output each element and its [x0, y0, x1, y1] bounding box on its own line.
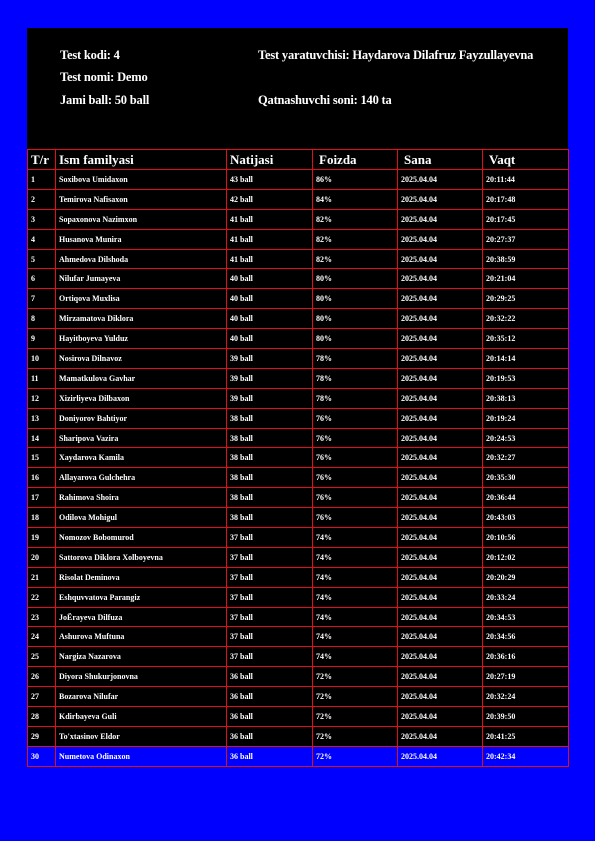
cell-date: 2025.04.04	[398, 428, 483, 448]
table-header-row	[28, 150, 569, 170]
cell-percent: 78%	[313, 388, 398, 408]
test-name: Test nomi: Demo	[60, 70, 148, 84]
cell-name: Bozarova Nilufar	[56, 687, 227, 707]
table-row	[28, 229, 569, 249]
cell-result: 39 ball	[227, 368, 313, 388]
cell-time: 20:34:56	[483, 627, 569, 647]
cell-number: 17	[28, 488, 56, 508]
cell-name: Ahmedova Dilshoda	[56, 249, 227, 269]
cell-date: 2025.04.04	[398, 448, 483, 468]
cell-time: 20:32:24	[483, 687, 569, 707]
table-row	[28, 329, 569, 349]
table-row	[28, 746, 569, 766]
cell-percent: 74%	[313, 607, 398, 627]
total-score: Jami ball: 50 ball	[60, 93, 150, 107]
cell-result: 38 ball	[227, 488, 313, 508]
cell-percent: 76%	[313, 448, 398, 468]
cell-number: 13	[28, 408, 56, 428]
cell-number: 15	[28, 448, 56, 468]
cell-result: 40 ball	[227, 269, 313, 289]
cell-name: Kdirbayeva Guli	[56, 707, 227, 727]
cell-result: 38 ball	[227, 468, 313, 488]
cell-date: 2025.04.04	[398, 667, 483, 687]
cell-result: 37 ball	[227, 627, 313, 647]
cell-result: 41 ball	[227, 249, 313, 269]
table-row	[28, 368, 569, 388]
cell-name: Husanova Munira	[56, 229, 227, 249]
cell-date: 2025.04.04	[398, 209, 483, 229]
cell-result: 37 ball	[227, 547, 313, 567]
cell-result: 37 ball	[227, 528, 313, 548]
cell-result: 40 ball	[227, 329, 313, 349]
table-row	[28, 707, 569, 727]
cell-date: 2025.04.04	[398, 547, 483, 567]
cell-result: 36 ball	[227, 726, 313, 746]
table-row	[28, 726, 569, 746]
test-code: Test kodi: 4	[60, 48, 120, 62]
cell-number: 14	[28, 428, 56, 448]
cell-time: 20:27:19	[483, 667, 569, 687]
cell-name: Diyora Shukurjonovna	[56, 667, 227, 687]
cell-name: Nargiza Nazarova	[56, 647, 227, 667]
cell-time: 20:36:44	[483, 488, 569, 508]
table-row	[28, 627, 569, 647]
cell-date: 2025.04.04	[398, 309, 483, 329]
cell-number: 20	[28, 547, 56, 567]
cell-date: 2025.04.04	[398, 726, 483, 746]
cell-name: Odilova Mohigul	[56, 508, 227, 528]
cell-percent: 74%	[313, 627, 398, 647]
table-row	[28, 567, 569, 587]
cell-number: 24	[28, 627, 56, 647]
table-body	[28, 170, 569, 767]
cell-percent: 82%	[313, 249, 398, 269]
cell-result: 38 ball	[227, 428, 313, 448]
cell-name: Risolat Deminova	[56, 567, 227, 587]
cell-percent: 80%	[313, 309, 398, 329]
cell-result: 38 ball	[227, 508, 313, 528]
cell-date: 2025.04.04	[398, 170, 483, 190]
cell-date: 2025.04.04	[398, 508, 483, 528]
cell-result: 37 ball	[227, 607, 313, 627]
cell-percent: 78%	[313, 349, 398, 369]
cell-percent: 74%	[313, 528, 398, 548]
table-row	[28, 170, 569, 190]
cell-date: 2025.04.04	[398, 349, 483, 369]
cell-time: 20:35:12	[483, 329, 569, 349]
cell-name: Rahimova Shoira	[56, 488, 227, 508]
cell-time: 20:35:30	[483, 468, 569, 488]
table-row	[28, 528, 569, 548]
cell-result: 43 ball	[227, 170, 313, 190]
cell-result: 41 ball	[227, 209, 313, 229]
cell-percent: 76%	[313, 508, 398, 528]
table-row	[28, 189, 569, 209]
cell-result: 37 ball	[227, 567, 313, 587]
cell-name: Xaydarova Kamila	[56, 448, 227, 468]
table-row	[28, 647, 569, 667]
cell-number: 3	[28, 209, 56, 229]
cell-number: 27	[28, 687, 56, 707]
cell-number: 5	[28, 249, 56, 269]
cell-time: 20:11:44	[483, 170, 569, 190]
cell-time: 20:32:27	[483, 448, 569, 468]
cell-name: Sharipova Vazira	[56, 428, 227, 448]
cell-name: Nomozov Bobomurod	[56, 528, 227, 548]
cell-name: Doniyorov Bahtiyor	[56, 408, 227, 428]
cell-result: 42 ball	[227, 189, 313, 209]
table-row	[28, 667, 569, 687]
cell-percent: 74%	[313, 647, 398, 667]
cell-date: 2025.04.04	[398, 368, 483, 388]
cell-result: 40 ball	[227, 289, 313, 309]
table-row	[28, 508, 569, 528]
results-sheet	[27, 28, 568, 767]
table-row	[28, 289, 569, 309]
cell-date: 2025.04.04	[398, 408, 483, 428]
cell-time: 20:42:34	[483, 746, 569, 766]
cell-time: 20:17:48	[483, 189, 569, 209]
table-row	[28, 388, 569, 408]
cell-date: 2025.04.04	[398, 627, 483, 647]
cell-time: 20:34:53	[483, 607, 569, 627]
cell-number: 9	[28, 329, 56, 349]
participant-count: Qatnashuvchi soni: 140 ta	[258, 93, 392, 107]
cell-percent: 86%	[313, 170, 398, 190]
cell-date: 2025.04.04	[398, 289, 483, 309]
table-row	[28, 488, 569, 508]
table-row	[28, 269, 569, 289]
cell-percent: 80%	[313, 329, 398, 349]
cell-percent: 82%	[313, 209, 398, 229]
cell-number: 7	[28, 289, 56, 309]
test-info-header	[27, 28, 568, 149]
cell-result: 36 ball	[227, 746, 313, 766]
col-header-percent: Foizda	[313, 150, 398, 170]
col-header-number: T/r	[28, 150, 56, 170]
cell-date: 2025.04.04	[398, 746, 483, 766]
test-author: Test yaratuvchisi: Haydarova Dilafruz Fayzullayevna	[258, 48, 534, 62]
cell-number: 1	[28, 170, 56, 190]
col-header-time: Vaqt	[483, 150, 569, 170]
cell-percent: 76%	[313, 468, 398, 488]
cell-name: JoЁrayeva Dilfuza	[56, 607, 227, 627]
table-row	[28, 349, 569, 369]
cell-date: 2025.04.04	[398, 687, 483, 707]
cell-name: Hayitboyeva Yulduz	[56, 329, 227, 349]
cell-name: Ortiqova Muxlisa	[56, 289, 227, 309]
cell-time: 20:24:53	[483, 428, 569, 448]
cell-date: 2025.04.04	[398, 229, 483, 249]
table-row	[28, 428, 569, 448]
cell-time: 20:10:56	[483, 528, 569, 548]
cell-number: 21	[28, 567, 56, 587]
col-header-date: Sana	[398, 150, 483, 170]
cell-percent: 74%	[313, 567, 398, 587]
cell-percent: 76%	[313, 488, 398, 508]
col-header-result: Natijasi	[227, 150, 313, 170]
cell-percent: 84%	[313, 189, 398, 209]
cell-percent: 72%	[313, 707, 398, 727]
cell-time: 20:19:24	[483, 408, 569, 428]
table-row	[28, 547, 569, 567]
cell-time: 20:39:50	[483, 707, 569, 727]
cell-number: 10	[28, 349, 56, 369]
cell-date: 2025.04.04	[398, 488, 483, 508]
cell-number: 8	[28, 309, 56, 329]
cell-number: 28	[28, 707, 56, 727]
cell-number: 29	[28, 726, 56, 746]
table-row	[28, 209, 569, 229]
cell-number: 12	[28, 388, 56, 408]
cell-number: 19	[28, 528, 56, 548]
cell-number: 2	[28, 189, 56, 209]
cell-percent: 72%	[313, 726, 398, 746]
table-row	[28, 309, 569, 329]
table-row	[28, 607, 569, 627]
cell-result: 38 ball	[227, 408, 313, 428]
cell-time: 20:17:45	[483, 209, 569, 229]
cell-date: 2025.04.04	[398, 249, 483, 269]
cell-name: Mirzamatova Diklora	[56, 309, 227, 329]
cell-number: 23	[28, 607, 56, 627]
cell-time: 20:21:04	[483, 269, 569, 289]
cell-time: 20:36:16	[483, 647, 569, 667]
cell-name: Numetova Odinaxon	[56, 746, 227, 766]
table-row	[28, 249, 569, 269]
cell-name: Soxibova Umidaxon	[56, 170, 227, 190]
cell-number: 25	[28, 647, 56, 667]
cell-time: 20:27:37	[483, 229, 569, 249]
cell-percent: 80%	[313, 289, 398, 309]
table-row	[28, 587, 569, 607]
cell-percent: 72%	[313, 746, 398, 766]
cell-name: Xizirliyeva Dilbaxon	[56, 388, 227, 408]
cell-date: 2025.04.04	[398, 647, 483, 667]
cell-name: Sattorova Diklora Xolboyevna	[56, 547, 227, 567]
cell-result: 41 ball	[227, 229, 313, 249]
cell-name: Mamatkulova Gavhar	[56, 368, 227, 388]
cell-date: 2025.04.04	[398, 269, 483, 289]
cell-time: 20:12:02	[483, 547, 569, 567]
cell-name: Temirova Nafisaxon	[56, 189, 227, 209]
cell-number: 16	[28, 468, 56, 488]
cell-date: 2025.04.04	[398, 707, 483, 727]
cell-number: 22	[28, 587, 56, 607]
cell-number: 30	[28, 746, 56, 766]
cell-result: 36 ball	[227, 707, 313, 727]
cell-percent: 76%	[313, 428, 398, 448]
cell-date: 2025.04.04	[398, 189, 483, 209]
cell-number: 11	[28, 368, 56, 388]
cell-time: 20:32:22	[483, 309, 569, 329]
cell-time: 20:14:14	[483, 349, 569, 369]
cell-percent: 82%	[313, 229, 398, 249]
cell-date: 2025.04.04	[398, 587, 483, 607]
cell-number: 18	[28, 508, 56, 528]
cell-result: 39 ball	[227, 349, 313, 369]
cell-name: Sopaxonova Nazimxon	[56, 209, 227, 229]
cell-result: 37 ball	[227, 647, 313, 667]
cell-number: 4	[28, 229, 56, 249]
cell-percent: 78%	[313, 368, 398, 388]
cell-name: Nosirova Dilnavoz	[56, 349, 227, 369]
cell-percent: 74%	[313, 587, 398, 607]
table-row	[28, 448, 569, 468]
cell-result: 40 ball	[227, 309, 313, 329]
cell-time: 20:38:13	[483, 388, 569, 408]
cell-time: 20:43:03	[483, 508, 569, 528]
cell-time: 20:38:59	[483, 249, 569, 269]
cell-date: 2025.04.04	[398, 329, 483, 349]
cell-time: 20:19:53	[483, 368, 569, 388]
cell-name: Nilufar Jumayeva	[56, 269, 227, 289]
cell-result: 37 ball	[227, 587, 313, 607]
cell-number: 6	[28, 269, 56, 289]
cell-date: 2025.04.04	[398, 607, 483, 627]
cell-number: 26	[28, 667, 56, 687]
cell-date: 2025.04.04	[398, 528, 483, 548]
cell-percent: 72%	[313, 687, 398, 707]
cell-result: 36 ball	[227, 687, 313, 707]
cell-percent: 74%	[313, 547, 398, 567]
cell-name: To'xtasinov Eldor	[56, 726, 227, 746]
cell-name: Allayarova Gulchehra	[56, 468, 227, 488]
table-row	[28, 408, 569, 428]
cell-time: 20:29:25	[483, 289, 569, 309]
results-table	[27, 149, 569, 767]
cell-name: Ashurova Muftuna	[56, 627, 227, 647]
cell-percent: 76%	[313, 408, 398, 428]
cell-time: 20:20:29	[483, 567, 569, 587]
cell-result: 39 ball	[227, 388, 313, 408]
cell-date: 2025.04.04	[398, 468, 483, 488]
table-row	[28, 468, 569, 488]
cell-percent: 72%	[313, 667, 398, 687]
cell-date: 2025.04.04	[398, 567, 483, 587]
cell-time: 20:41:25	[483, 726, 569, 746]
cell-percent: 80%	[313, 269, 398, 289]
cell-result: 38 ball	[227, 448, 313, 468]
cell-name: Eshquvvatova Parangiz	[56, 587, 227, 607]
col-header-name: Ism familyasi	[56, 150, 227, 170]
cell-time: 20:33:24	[483, 587, 569, 607]
table-row	[28, 687, 569, 707]
cell-date: 2025.04.04	[398, 388, 483, 408]
cell-result: 36 ball	[227, 667, 313, 687]
